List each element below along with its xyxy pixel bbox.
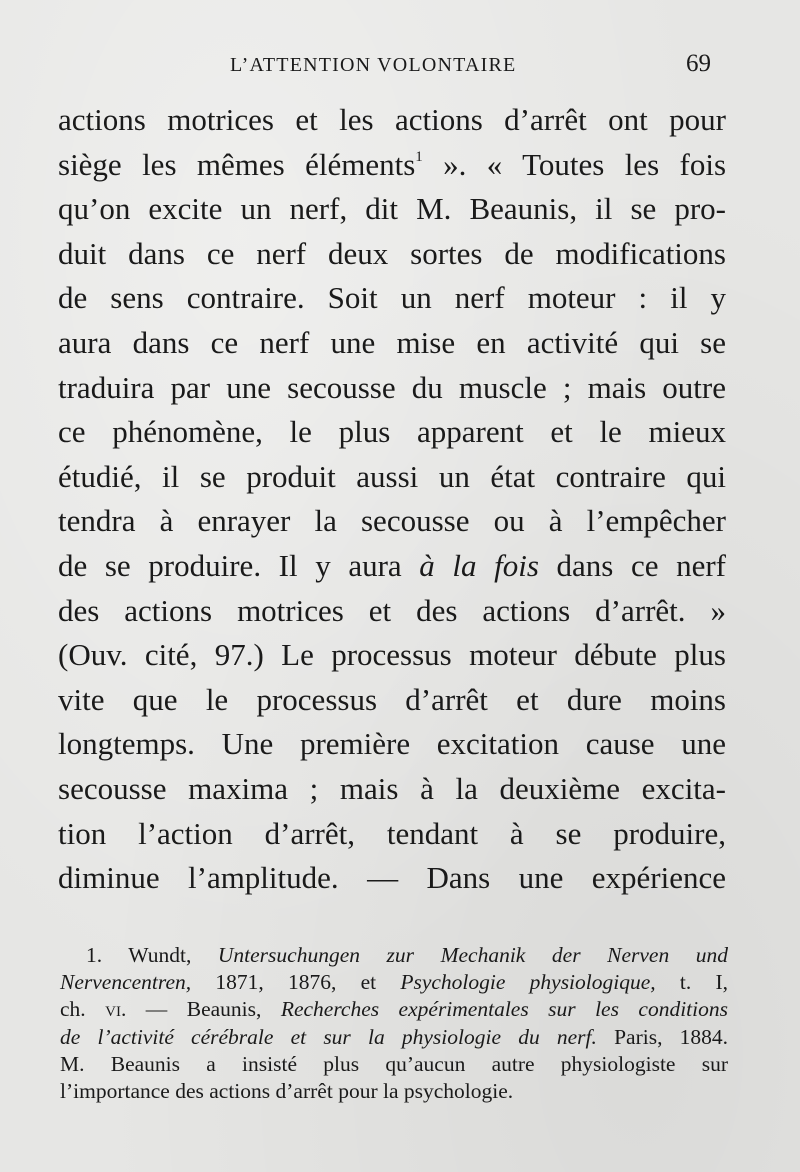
body-line: traduira par une secousse du muscle ; mais outre [58,369,726,405]
footnote-title: Psychologie physiologique, [400,970,656,995]
body-line: duit dans ce nerf deux sortes de modifications [58,235,726,271]
footnote-line [60,1024,728,1051]
body-line: de sens contraire. Soit un nerf moteur : il y [58,280,726,316]
body-line: ce phénomène, le plus apparent et le mieux [58,414,726,450]
body-line: aura dans ce nerf une mise en activité qui se [58,324,726,360]
footnote-line [60,969,728,996]
body-line: qu’on excite un nerf, dit M. Beaunis, il se pro- [58,191,726,227]
page-number: 69 [686,50,711,77]
body-line: tion l’action d’arrêt, tendant à se produire, [58,815,726,851]
footnote-text: 1871, 1876, et [215,970,377,995]
footnote-line [60,996,728,1023]
body-line: vite que le processus d’arrêt et dure moins [58,681,726,717]
footnote-line: l’importance des actions d’arrêt pour la psychologie. [60,1078,514,1103]
footnote-line: M. Beaunis a insisté plus qu’aucun autre physiologiste sur [60,1051,728,1076]
footnote-text: ch. [60,997,86,1022]
footnote-line [60,942,728,969]
body-line: des actions motrices et des actions d’arrêt. » [58,592,726,628]
body-line: tendra à enrayer la secousse ou à l’empêcher [58,503,726,539]
footnote-text: Paris, 1884. [614,1024,729,1049]
running-head [0,50,800,82]
body-line [58,143,726,188]
body-line-part: siège les mêmes éléments [58,146,416,182]
body-line [58,544,726,589]
footnote-title: Nervencentren, [60,970,192,995]
footnote-text: — Beaunis, [145,997,262,1022]
body-line: (Ouv. cité, 97.) Le processus moteur débute plus [58,637,726,673]
footnote-title: de l’activité cérébrale et sur la physiologie du nerf. [60,1024,597,1049]
footnote-title: Untersuchungen zur Mechanik der Nerven und [217,943,728,967]
footnote-author: Wundt, [128,943,192,967]
body-line: étudié, il se produit aussi un état contraire qui [58,458,726,494]
footnote-title: Recherches expérimentales sur les conditions [280,997,728,1022]
body-line-part: ». « Toutes les fois [443,146,727,182]
body-line: actions motrices et les actions d’arrêt ont pour [58,102,726,137]
footnote-number: 1. [86,943,103,967]
body-line-part: de se produire. Il y aura [58,547,402,583]
footnote-chapter: vi. [105,997,127,1022]
footnote-text: t. I, [679,970,729,995]
running-title: L’ATTENTION VOLONTAIRE [230,54,517,76]
body-line: secousse maxima ; mais à la deuxième excita- [58,770,726,806]
emphasis-text: à la fois [419,547,539,583]
footnote-reference[interactable]: 1 [415,148,423,165]
body-line-part: dans ce nerf [556,547,726,583]
body-text [58,98,726,901]
body-line: longtemps. Une première excitation cause une [58,726,726,762]
body-line: diminue l’amplitude. — Dans une expérience [58,860,726,896]
footnotes [60,942,728,1105]
